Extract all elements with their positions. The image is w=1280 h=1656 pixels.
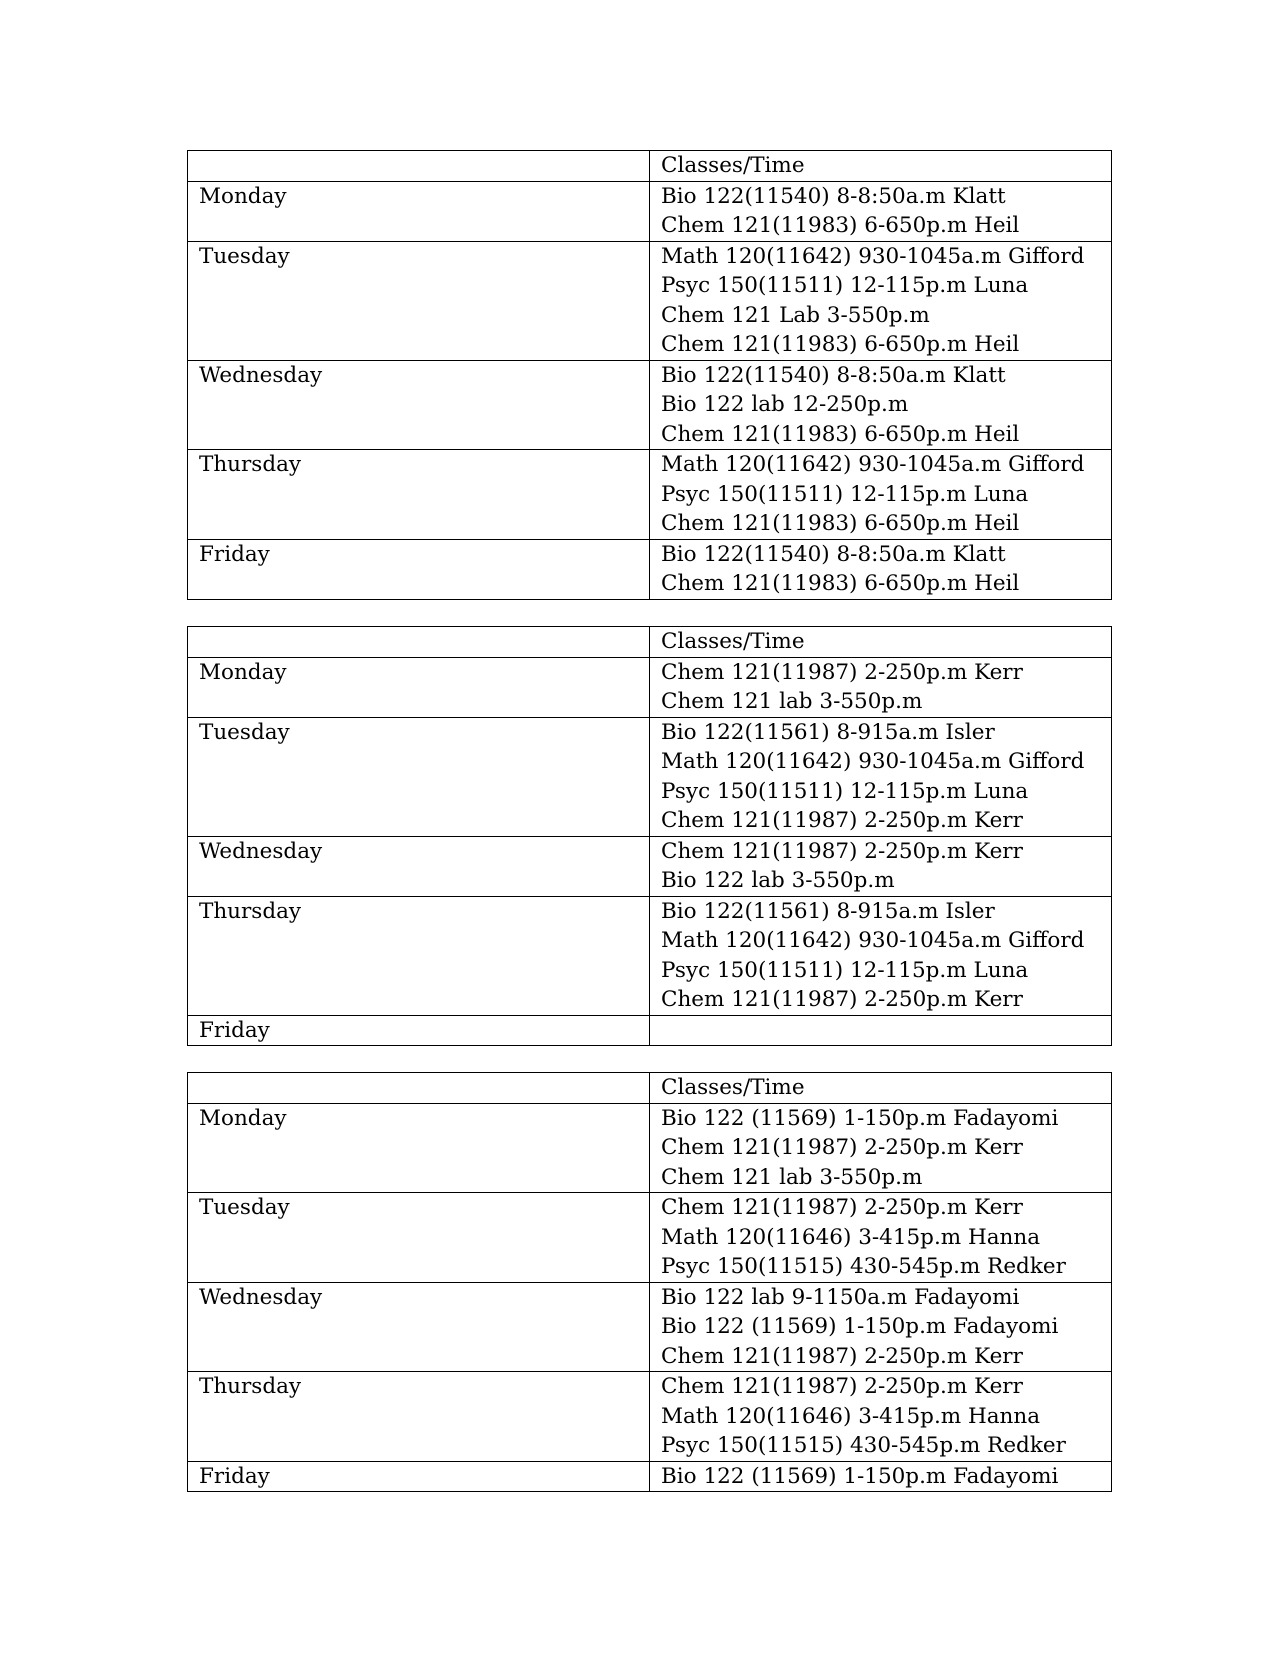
day-label: Thursday [199,452,302,477]
table-row [188,836,1112,896]
classes-cell [650,1372,1112,1462]
class-entry: Bio 122 lab 12-250p.m [661,392,909,417]
class-entry: Chem 121(11987) 2-250p.m Kerr [661,1343,1023,1369]
day-label: Monday [199,1105,287,1131]
day-cell [188,896,650,1015]
class-entry: Chem 121(11983) 6-650p.m Heil [661,421,1020,447]
day-cell [188,360,650,450]
class-entry: Chem 121 lab 3-550p.m [661,689,923,714]
classes-cell [650,896,1112,1015]
table-row [188,1461,1112,1492]
class-entry: Bio 122(11540) 8-8:50a.m Klatt [661,541,1006,567]
class-entry: Chem 121 lab 3-550p.m [661,1164,923,1190]
table-row [188,181,1112,241]
class-entry: Bio 122(11561) 8-915a.m Isler [661,719,995,745]
class-entry: Bio 122(11561) 8-915a.m Isler [661,898,995,924]
schedule-table-1 [187,150,1112,600]
day-label: Friday [199,1463,270,1489]
day-cell [188,1103,650,1193]
class-entry: Bio 122(11540) 8-8:50a.m Klatt [661,362,1006,388]
classes-cell [650,657,1112,717]
day-cell [188,1015,650,1046]
class-entry: Bio 122 (11569) 1-150p.m Fadayomi [661,1314,1059,1339]
classes-cell [650,539,1112,599]
class-entry: Psyc 150(11511) 12-115p.m Luna [661,273,1029,298]
day-label: Wednesday [199,838,323,864]
table-row [188,657,1112,717]
day-label: Wednesday [199,1284,323,1310]
schedule-table-body [188,151,1112,600]
header-day-cell [188,627,650,658]
table-row [188,1015,1112,1046]
class-entry: Math 120(11642) 930-1045a.m Gifford [661,928,1085,953]
classes-cell [650,1461,1112,1492]
class-entry: Math 120(11642) 930-1045a.m Gifford [661,243,1085,269]
day-cell [188,657,650,717]
classes-cell [650,717,1112,836]
classes-cell [650,836,1112,896]
table-row [188,360,1112,450]
table-row [188,450,1112,540]
classes-cell [650,181,1112,241]
table-row [188,1103,1112,1193]
class-entry: Chem 121(11987) 2-250p.m Kerr [661,659,1023,685]
class-entry: Psyc 150(11511) 12-115p.m Luna [661,957,1029,983]
day-label: Friday [199,1017,270,1043]
table-row [188,717,1112,836]
class-entry: Math 120(11646) 3-415p.m Hanna [661,1224,1041,1250]
table-row [188,1193,1112,1283]
class-entry: Math 120(11642) 930-1045a.m Gifford [661,452,1085,477]
class-entry: Bio 122 lab 3-550p.m [661,868,895,893]
day-label: Monday [199,659,287,685]
day-label: Tuesday [199,719,290,745]
header-classes-time [650,1073,1112,1104]
class-entry: Chem 121(11987) 2-250p.m Kerr [661,987,1023,1012]
table-row [188,1372,1112,1462]
table-header-row [188,151,1112,182]
header-day-cell [188,1073,650,1104]
class-entry: Bio 122 (11569) 1-150p.m Fadayomi [661,1463,1059,1489]
class-entry: Psyc 150(11511) 12-115p.m Luna [661,481,1029,507]
schedule-table-body [188,1073,1112,1492]
table-header-row [188,1073,1112,1104]
class-entry: Chem 121(11987) 2-250p.m Kerr [661,808,1023,833]
table-row [188,1282,1112,1372]
header-classes-time [650,627,1112,658]
classes-cell [650,1282,1112,1372]
class-entry: Chem 121(11987) 2-250p.m Kerr [661,1135,1023,1160]
day-label: Thursday [199,1374,302,1399]
classes-cell [650,1015,1112,1046]
header-label: Classes/Time [661,629,805,654]
schedule-table-body [188,627,1112,1046]
table-row [188,539,1112,599]
day-cell [188,1282,650,1372]
table-header-row [188,627,1112,658]
classes-cell [650,1103,1112,1193]
day-label: Wednesday [199,362,323,388]
class-entry: Chem 121(11987) 2-250p.m Kerr [661,1195,1023,1220]
day-cell [188,241,650,360]
schedule-table-2 [187,626,1112,1046]
class-entry: Psyc 150(11511) 12-115p.m Luna [661,778,1029,804]
class-entry: Chem 121(11983) 6-650p.m Heil [661,213,1020,238]
day-cell [188,539,650,599]
day-label: Friday [199,541,270,567]
class-entry: Bio 122 (11569) 1-150p.m Fadayomi [661,1105,1059,1131]
header-label: Classes/Time [661,153,805,178]
class-entry: Bio 122(11540) 8-8:50a.m Klatt [661,183,1006,209]
day-cell [188,717,650,836]
header-day-cell [188,151,650,182]
class-entry: Chem 121(11983) 6-650p.m Heil [661,511,1020,536]
day-cell [188,450,650,540]
day-cell [188,181,650,241]
class-entry: Bio 122 lab 9-1150a.m Fadayomi [661,1284,1020,1310]
header-label: Classes/Time [661,1075,805,1100]
class-entry: Chem 121(11983) 6-650p.m Heil [661,571,1020,596]
day-label: Tuesday [199,243,290,269]
schedule-table-3 [187,1072,1112,1492]
classes-cell [650,241,1112,360]
day-cell [188,1193,650,1283]
empty-classes [661,1016,1111,1046]
classes-cell [650,1193,1112,1283]
classes-cell [650,360,1112,450]
class-entry: Psyc 150(11515) 430-545p.m Redker [661,1433,1066,1458]
class-entry: Math 120(11646) 3-415p.m Hanna [661,1403,1041,1429]
header-classes-time [650,151,1112,182]
class-entry: Chem 121(11983) 6-650p.m Heil [661,332,1020,357]
day-cell [188,836,650,896]
table-row [188,241,1112,360]
class-entry: Math 120(11642) 930-1045a.m Gifford [661,749,1085,774]
day-label: Monday [199,183,287,209]
day-cell [188,1461,650,1492]
class-entry: Chem 121(11987) 2-250p.m Kerr [661,838,1023,864]
class-entry: Psyc 150(11515) 430-545p.m Redker [661,1254,1066,1279]
table-row [188,896,1112,1015]
classes-cell [650,450,1112,540]
day-cell [188,1372,650,1462]
day-label: Thursday [199,898,302,924]
class-entry: Chem 121 Lab 3-550p.m [661,302,930,328]
class-entry: Chem 121(11987) 2-250p.m Kerr [661,1374,1023,1399]
day-label: Tuesday [199,1195,290,1220]
